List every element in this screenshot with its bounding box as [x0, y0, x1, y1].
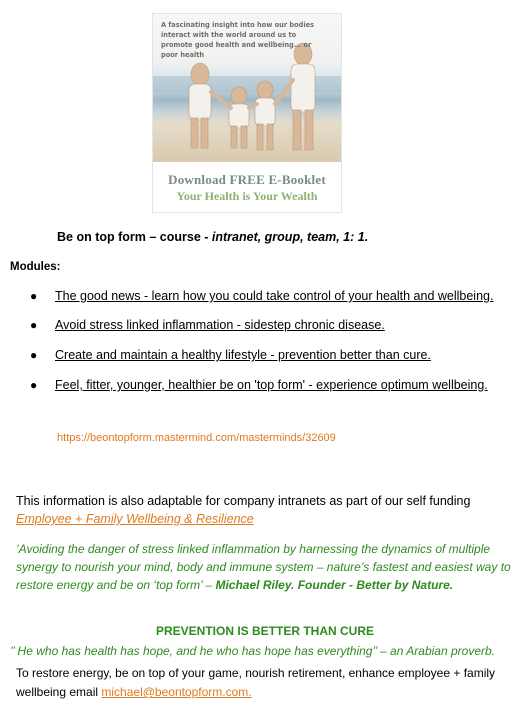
- info-text: This information is also adaptable for company intranets as part of our self funding: [16, 494, 471, 508]
- booklet-subtitle: Your Health is Your Wealth: [176, 189, 318, 203]
- founder-quote: [16, 540, 516, 594]
- email-link[interactable]: michael@beontopform.com.: [101, 685, 252, 699]
- quote-text: ’Avoiding the danger of stress linked inflammation by harnessing the dynamics of multiple synergy to nourish your mind, body and immune system – nature’s fastest and easiest way to restore energy and be on ‘top form’ –: [16, 542, 511, 592]
- prevention-heading: PREVENTION IS BETTER THAN CURE: [155, 624, 374, 638]
- bullet-icon: ●: [30, 348, 38, 362]
- wellbeing-link[interactable]: Employee + Family Wellbeing & Resilience: [16, 512, 254, 526]
- booklet-title[interactable]: Download FREE E-Booklet: [168, 172, 326, 187]
- module-link[interactable]: Feel, fitter, younger, healthier be on 'top form' - experience optimum wellbeing.: [55, 378, 488, 392]
- course-heading: [57, 230, 368, 244]
- booklet-caption[interactable]: [153, 162, 341, 212]
- bullet-icon: ●: [30, 318, 38, 332]
- module-link[interactable]: The good news - learn how you could take control of your health and wellbeing.: [55, 289, 494, 303]
- ebooklet-banner[interactable]: [152, 13, 342, 213]
- bullet-icon: ●: [30, 378, 38, 392]
- family-beach-photo: [153, 14, 341, 162]
- bullet-icon: ●: [30, 289, 38, 303]
- mastermind-link[interactable]: https://beontopform.mastermind.com/masterminds/32609: [57, 432, 336, 444]
- quote-author: Michael Riley. Founder - Better by Nature.: [215, 578, 454, 592]
- closing-text: To restore energy, be on top of your game, nourish retirement, enhance employee + family wellbeing email: [16, 666, 496, 699]
- arabian-proverb: ’’ He who has health has hope, and he who has hope has everything’’ – an Arabian proverb.: [10, 644, 495, 658]
- closing-paragraph: [16, 664, 521, 702]
- course-title-tail: intranet, group, team, 1: 1.: [211, 230, 369, 244]
- module-link[interactable]: Avoid stress linked inflammation - sidestep chronic disease.: [55, 318, 385, 332]
- module-link[interactable]: Create and maintain a healthy lifestyle - prevention better than cure.: [55, 348, 431, 362]
- booklet-blurb: A fascinating insight into how our bodies interact with the world around us to promote good health and wellbeing... or poor health: [161, 21, 315, 59]
- info-paragraph: [16, 492, 470, 528]
- course-title-main: Be on top form – course -: [57, 230, 209, 244]
- modules-label: Modules:: [10, 261, 61, 273]
